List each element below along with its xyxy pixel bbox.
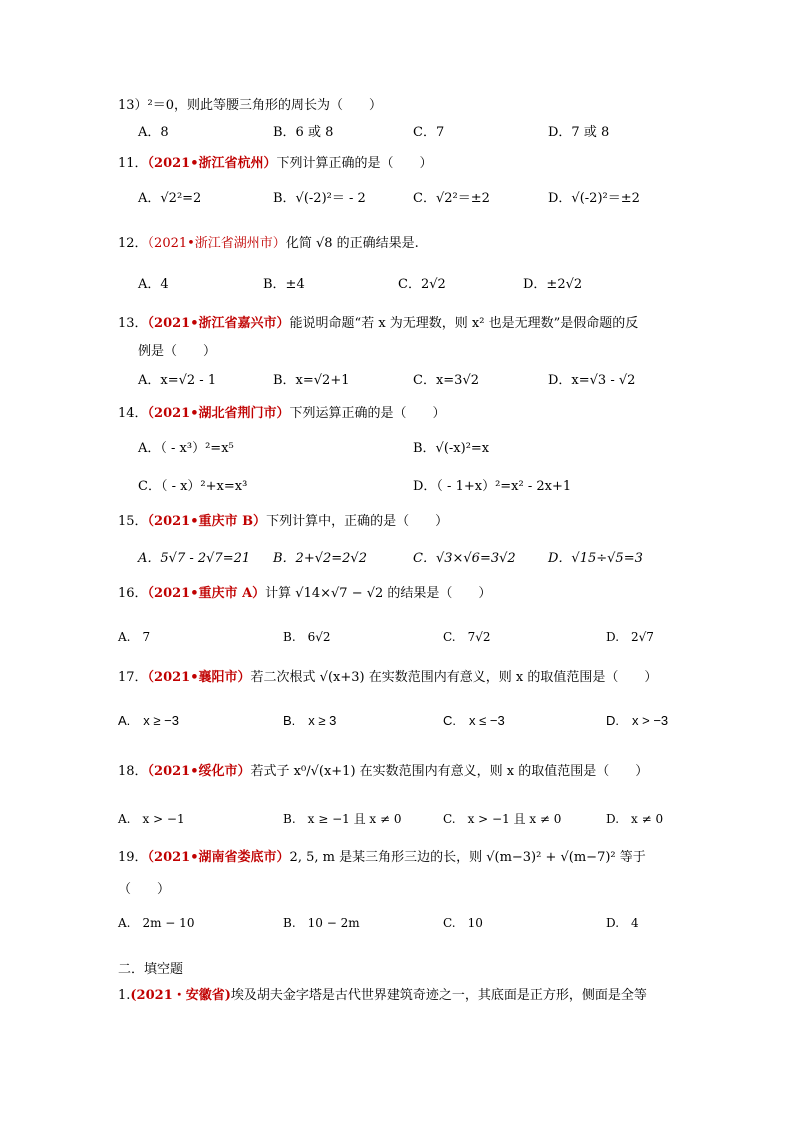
option-a: A．8 [138,125,169,140]
question-number: 13． [118,316,148,331]
question-12 [118,234,678,254]
question-stem: 埃及胡夫金字塔是古代世界建筑奇迹之一，其底面是正方形，侧面是全等 [230,988,647,1003]
option-a: A. x > −1 [118,812,185,826]
option-d: D．7 或 8 [548,125,610,140]
option-d: D. x ≠ 0 [606,812,664,826]
option-c: C．2√2 [398,277,446,292]
option-b: B. 6√2 [283,630,331,644]
option-b: B．x=√2+1 [273,373,350,388]
question-number: 18． [118,764,148,779]
question-14 [118,404,678,424]
question-19-continued: （ ） [118,882,171,897]
option-c: C．7 [413,125,445,140]
question-11 [118,154,678,174]
section-title: 二．填空题 [118,962,184,977]
option-a: A. 2m − 10 [118,916,195,930]
option-a: A. x ≥ −3 [118,713,179,728]
option-d: D．（ - 1+x）²=x² - 2x+1 [413,479,572,494]
question-number: 11． [118,156,148,171]
question-stem: 计算 √14×√7 − √2 的结果是（ ） [265,586,492,601]
option-b: B．2+√2=2√2 [273,551,367,566]
question-source: (2021・安徽省) [130,988,231,1003]
option-b: B．6 或 8 [273,125,334,140]
option-b: B. x ≥ 3 [283,713,337,728]
option-d: D．±2√2 [523,277,583,292]
question-stem: 13）²＝0，则此等腰三角形的周长为（ ） [118,98,383,113]
option-d: D．x=√3 - √2 [548,373,636,388]
question-source: （2021•重庆市 B） [147,514,267,529]
question-19 [118,848,678,868]
question-number: 19． [118,850,148,865]
option-a: A．（ - x³）²=x⁵ [138,441,234,456]
question-source: （2021•浙江省杭州） [147,156,277,171]
option-c: C．√2²＝±2 [413,191,490,206]
question-13 [118,314,678,334]
question-16 [118,584,678,604]
option-a: A．√2²=2 [138,191,202,206]
option-c: C. x ≤ −3 [443,713,505,728]
question-source: （2021•湖南省娄底市） [147,850,290,865]
option-c: C．√3×√6=3√2 [413,551,516,566]
option-c: C. 7√2 [443,630,491,644]
option-c: C．x=3√2 [413,373,479,388]
option-b: B. 10 − 2m [283,916,360,930]
option-a: A．x=√2 - 1 [138,373,217,388]
question-number: 15． [118,514,148,529]
option-d: D．√15÷√5=3 [548,551,643,566]
question-13-continued: 例是（ ） [138,344,217,359]
question-number: 1. [118,988,131,1003]
option-c: C. x > −1 且 x ≠ 0 [443,812,562,826]
question-18 [118,762,678,782]
option-c: C. 10 [443,916,483,930]
option-a: A．4 [138,277,169,292]
question-stem: 下列计算中，正确的是（ ） [266,514,449,529]
question-stem: 下列运算正确的是（ ） [289,406,446,421]
question-number: 17． [118,670,148,685]
question-number: 14． [118,406,148,421]
fill-question-1 [118,986,678,1006]
option-d: D．√(-2)²＝±2 [548,191,640,206]
option-b: B．√(-2)²＝ - 2 [273,191,366,206]
question-source: （2021•绥化市） [147,764,251,779]
option-d: D. 4 [606,916,639,930]
option-b: B．√(-x)²=x [413,441,490,456]
option-b: B. x ≥ −1 且 x ≠ 0 [283,812,402,826]
question-17 [118,668,678,688]
question-stem: 下列计算正确的是（ ） [276,156,433,171]
question-stem: 2, 5, m 是某三角形三边的长，则 √(m−3)² + √(m−7)² 等于 [289,850,646,865]
question-stem: 化简 √8 的正确结果是. [285,236,419,251]
question-source: （2021•湖北省荆门市） [147,406,290,421]
option-b: B．±4 [263,277,305,292]
question-number: 12． [118,236,148,251]
option-a: A. 7 [118,630,151,644]
question-15 [118,512,678,532]
question-source: （2021•襄阳市） [147,670,251,685]
question-number: 16． [118,586,148,601]
option-c: C．（ - x）²+x=x³ [138,479,248,494]
option-d: D. x > −3 [606,713,669,728]
question-stem: 若二次根式 √(x+3) 在实数范围内有意义，则 x 的取值范围是（ ） [250,670,658,685]
option-d: D. 2√7 [606,630,654,644]
question-source: （2021•浙江省嘉兴市） [147,316,290,331]
question-source: （2021•重庆市 A） [147,586,266,601]
question-source: （2021•浙江省湖州市） [147,236,286,251]
question-stem: 能说明命题“若 x 为无理数，则 x² 也是无理数”是假命题的反 [289,316,639,331]
question-stem: 若式子 x⁰/√(x+1) 在实数范围内有意义，则 x 的取值范围是（ ） [250,764,649,779]
option-a: A．5√7 - 2√7=21 [138,551,251,566]
question-10-tail [118,96,678,116]
